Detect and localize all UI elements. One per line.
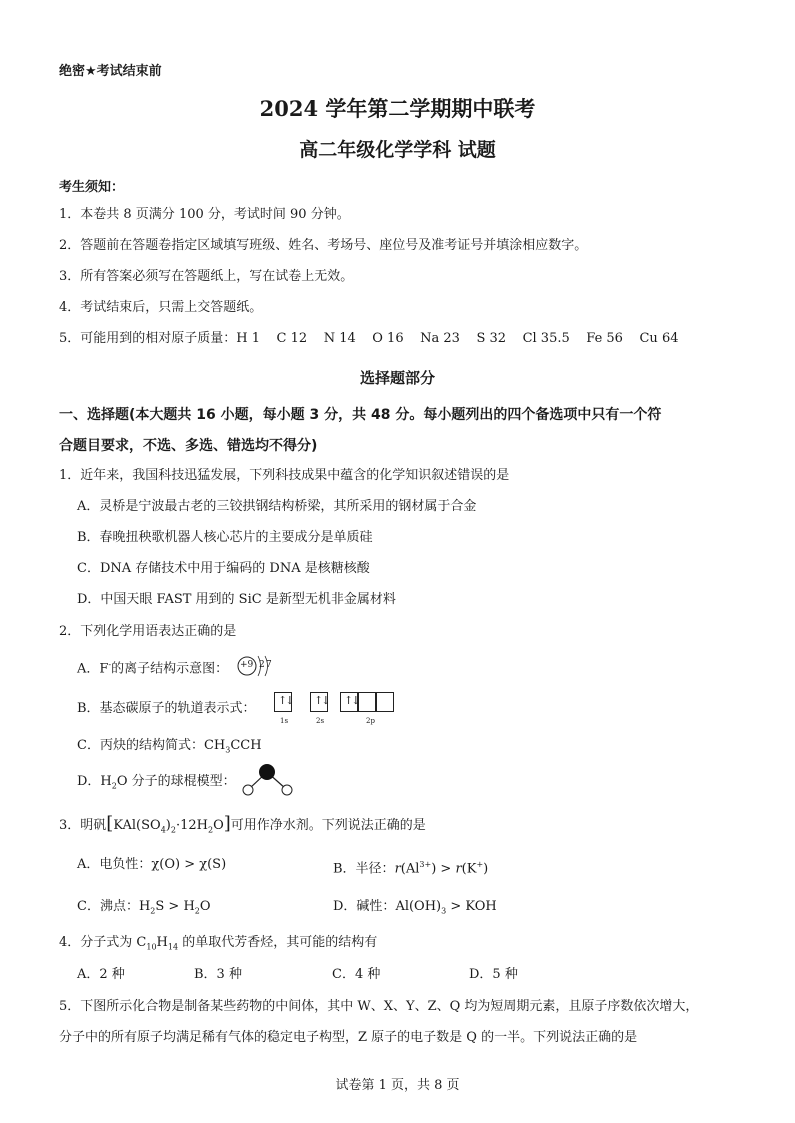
q1-option-b: B．春晚扭秧歌机器人核心芯片的主要成分是单质硅: [77, 530, 373, 545]
orbital-2p-box: [358, 692, 376, 712]
confidential-mark: 绝密★考试结束前: [59, 64, 162, 79]
q4-option-b: B．3 种: [194, 967, 242, 982]
q2-option-d: D．$H_2O$ 分子的球棍模型：: [77, 774, 236, 791]
orbital-2s-box: ↑↓: [310, 692, 328, 712]
q1-option-a: A．灵桥是宁波最古老的三铰拱钢结构桥梁，其所采用的钢材属于合金: [77, 499, 477, 514]
orbital-label-2s: 2s: [316, 717, 325, 725]
exam-title: 2024 学年第二学期期中联考: [259, 96, 536, 121]
q2-option-b: B．基态碳原子的轨道表示式：: [77, 701, 256, 716]
notice-item: 4．考试结束后，只需上交答题纸。: [59, 300, 263, 315]
exam-subtitle: 高二年级化学学科 试题: [299, 139, 496, 161]
q4-stem: 4．分子式为 $C_{10}H_{14}$ 的单取代芳香烃，其可能的结构有: [59, 935, 378, 952]
part-heading-line2: 合题目要求，不选、多选、错选均不得分): [59, 438, 318, 454]
q2-option-c: C．丙炔的结构简式：$CH_3CCH$: [77, 738, 262, 755]
orbital-label-1s: 1s: [280, 717, 289, 725]
orbital-diagram: [274, 692, 404, 728]
section-title: 选择题部分: [359, 369, 435, 387]
notice-heading: 考生须知：: [59, 180, 125, 195]
q2-stem: 2．下列化学用语表达正确的是: [59, 624, 237, 639]
q3-option-a: A．电负性：χ(O) > χ(S): [77, 857, 227, 872]
part-heading-line1: 一、选择题(本大题共 16 小题，每小题 3 分，共 48 分。每小题列出的四个备选项中只有一个符: [59, 407, 662, 423]
shell2-electrons: 7: [266, 660, 272, 670]
orbital-2p-box: [376, 692, 394, 712]
q1-stem: 1．近年来，我国科技迅猛发展，下列科技成果中蕴含的化学知识叙述错误的是: [59, 468, 510, 483]
orbital-1s-box: ↑↓: [274, 692, 292, 712]
q3-stem: 3．明矾$[KAl(SO_4)_2\cdot 12H_2O]$可用作净水剂。下列说法正确的是: [59, 813, 426, 835]
orbital-label-2p: 2p: [366, 717, 375, 725]
shell1-electrons: 2: [259, 660, 265, 670]
orbital-2p-box: ↑↓: [340, 692, 358, 712]
q3-option-d: D．碱性：$Al(OH)_3$ > KOH: [333, 899, 497, 916]
q4-option-a: A．2 种: [77, 967, 125, 982]
q5-stem-line2: 分子中的所有原子均满足稀有气体的稳定电子构型，Z 原子的电子数是 Q 的一半。下列说法正确的是: [59, 1030, 638, 1045]
nucleus-charge: +9: [240, 660, 254, 670]
notice-item: 1．本卷共 8 页满分 100 分，考试时间 90 分钟。: [59, 207, 350, 222]
notice-item: 2．答题前在答题卷指定区域填写班级、姓名、考场号、座位号及准考证号并填涂相应数字。: [59, 238, 588, 253]
q3-option-b: B．半径：$r(Al^{3+}) > r(K^+)$: [333, 860, 489, 877]
page-footer: 试卷第 1 页，共 8 页: [335, 1078, 460, 1093]
ion-structure-diagram: [236, 651, 276, 681]
notice-item: 3．所有答案必须写在答题纸上，写在试卷上无效。: [59, 269, 354, 284]
q4-option-d: D．5 种: [469, 967, 518, 982]
q1-option-d: D．中国天眼 FAST 用到的 SiC 是新型无机非金属材料: [77, 592, 396, 607]
q5-stem-line1: 5．下图所示化合物是制备某些药物的中间体，其中 W、X、Y、Z、Q 均为短周期元素，且原子序数依次增大，: [59, 999, 699, 1014]
q1-option-c: C．DNA 存储技术中用于编码的 DNA 是核糖核酸: [77, 561, 370, 576]
q2-option-a: A．F-的离子结构示意图：: [77, 660, 229, 677]
q4-option-c: C．4 种: [332, 967, 381, 982]
ball-stick-model: [240, 762, 296, 798]
q3-option-c: C．沸点：$H_2S > H_2O$: [77, 899, 211, 916]
notice-item: 5．可能用到的相对原子质量：H 1 C 12 N 14 O 16 Na 23 S 32 Cl 35.5 Fe 56 Cu 64: [59, 331, 679, 346]
